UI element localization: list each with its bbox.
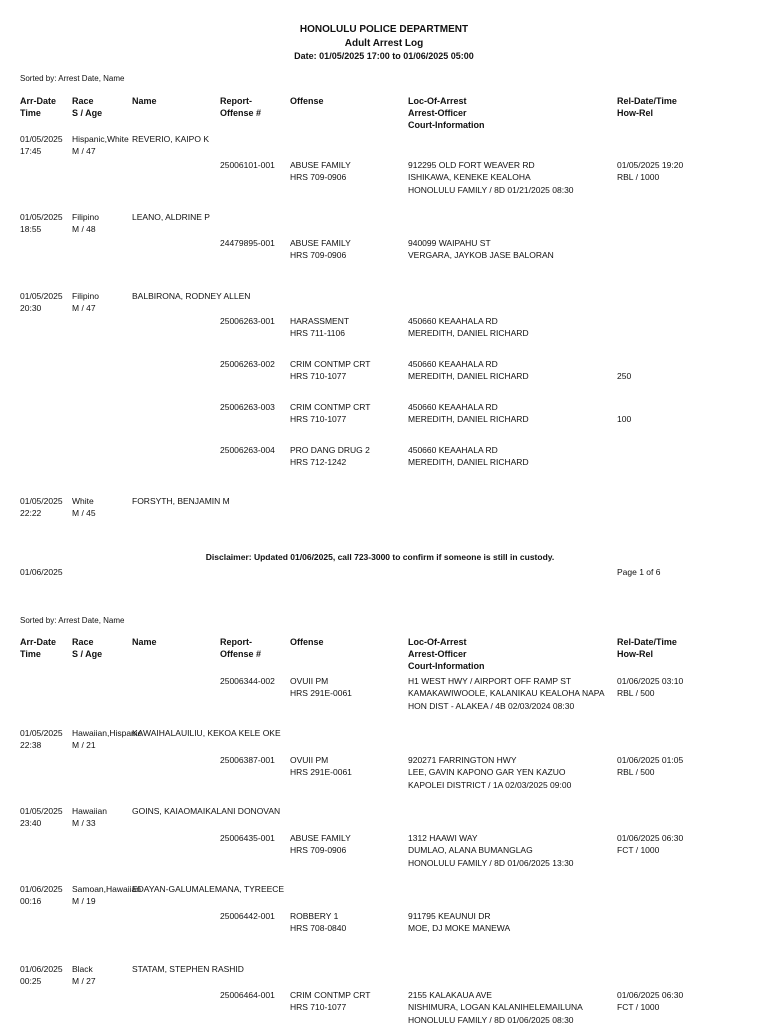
col-name: Name <box>132 637 157 647</box>
arrest-name: LEANO, ALDRINE P <box>132 212 210 222</box>
offense-location: 940099 WAIPAHU ST VERGARA, JAYKOB JASE BALORAN <box>408 238 554 261</box>
offense-location: H1 WEST HWY / AIRPORT OFF RAMP ST KAMAKAWIWOOLE, KALANIKAU KEALOHA NAPA HON DIST - ALAKEA / 4B 02/03/2024 08:30 <box>408 676 605 711</box>
offense-location: 912295 OLD FORT WEAVER RD ISHIKAWA, KENEKE KEALOHA HONOLULU FAMILY / 8D 01/21/2025 08:30 <box>408 160 574 195</box>
arrest-race-sex-age: Filipino M / 47 <box>72 291 99 314</box>
offense-report-number: 25006442-001 <box>220 911 275 921</box>
arrest-name: STATAM, STEPHEN RASHID <box>132 964 244 974</box>
arrest-date-time: 01/05/2025 17:45 <box>20 134 63 157</box>
col-loc: Loc-Of-Arrest Arrest-Officer Court-Information <box>408 96 485 130</box>
report-date-range: Date: 01/05/2025 17:00 to 01/06/2025 05:00 <box>294 51 474 61</box>
footer-date: 01/06/2025 <box>20 567 63 577</box>
report-title: HONOLULU POLICE DEPARTMENT <box>299 24 469 35</box>
sorted-by-label: Sorted by: Arrest Date, Name <box>20 74 125 83</box>
arrest-date-time: 01/05/2025 22:22 <box>20 496 63 519</box>
offense-details: CRIM CONTMP CRT HRS 710-1077 <box>290 402 371 425</box>
arrest-race-sex-age: Hispanic,White M / 47 <box>72 134 129 157</box>
sorted-by-label: Sorted by: Arrest Date, Name <box>20 616 125 625</box>
offense-location: 450660 KEAAHALA RD MEREDITH, DANIEL RICHARD <box>408 359 529 382</box>
offense-details: CRIM CONTMP CRT HRS 710-1077 <box>290 359 371 382</box>
col-name: Name <box>132 96 157 106</box>
offense-location: 2155 KALAKAUA AVE NISHIMURA, LOGAN KALANIHELEMAILUNA HONOLULU FAMILY / 8D 01/06/2025 08:30 <box>408 990 583 1025</box>
offense-details: ROBBERY 1 HRS 708-0840 <box>290 911 347 934</box>
disclaimer: Disclaimer: Updated 01/06/2025, call 723-3000 to confirm if someone is still in custody. <box>205 552 555 562</box>
offense-report-number: 25006464-001 <box>220 990 275 1000</box>
offense-location: 450660 KEAAHALA RD MEREDITH, DANIEL RICHARD <box>408 445 529 468</box>
offense-location: 911795 KEAUNUI DR MOE, DJ MOKE MANEWA <box>408 911 511 934</box>
arrest-date-time: 01/05/2025 22:38 <box>20 728 63 751</box>
report-subtitle: Adult Arrest Log <box>344 38 424 49</box>
offense-report-number: 25006263-003 <box>220 402 275 412</box>
offense-details: HARASSMENT HRS 711-1106 <box>290 316 350 339</box>
col-race: Race S / Age <box>72 637 103 659</box>
offense-location: 450660 KEAAHALA RD MEREDITH, DANIEL RICHARD <box>408 402 529 425</box>
arrest-race-sex-age: Hawaiian,Hispanic M / 21 <box>72 728 142 751</box>
offense-release: 01/06/2025 06:30 FCT / 1000 <box>617 990 684 1013</box>
col-arr-date: Arr-Date Time <box>20 637 57 659</box>
col-race: Race S / Age <box>72 96 103 118</box>
offense-report-number: 25006344-002 <box>220 676 275 686</box>
arrest-date-time: 01/06/2025 00:16 <box>20 884 63 907</box>
col-report: Report- Offense # <box>220 637 262 659</box>
col-loc: Loc-Of-Arrest Arrest-Officer Court-Information <box>408 637 485 671</box>
offense-details: ABUSE FAMILY HRS 709-0906 <box>290 238 351 261</box>
col-offense: Offense <box>290 637 324 647</box>
offense-details: ABUSE FAMILY HRS 709-0906 <box>290 833 351 856</box>
arrest-name: KAWAIHALAUILIU, KEKOA KELE OKE <box>132 728 281 738</box>
arrest-name: GOINS, KAIAOMAIKALANI DONOVAN <box>132 806 281 816</box>
arrest-race-sex-age: Hawaiian M / 33 <box>72 806 107 829</box>
arrest-date-time: 01/05/2025 23:40 <box>20 806 63 829</box>
offense-details: OVUII PM HRS 291E-0061 <box>290 676 352 699</box>
col-rel: Rel-Date/Time How-Rel <box>617 637 677 659</box>
arrest-race-sex-age: Black M / 27 <box>72 964 96 987</box>
offense-details: OVUII PM HRS 291E-0061 <box>290 755 352 778</box>
offense-details: CRIM CONTMP CRT HRS 710-1077 <box>290 990 371 1013</box>
arrest-name: REVERIO, KAIPO K <box>132 134 209 144</box>
col-rel: Rel-Date/Time How-Rel <box>617 96 677 118</box>
offense-report-number: 25006263-001 <box>220 316 275 326</box>
page-number: Page 1 of 6 <box>617 567 661 577</box>
arrest-date-time: 01/05/2025 18:55 <box>20 212 63 235</box>
offense-report-number: 25006101-001 <box>220 160 275 170</box>
offense-release: 01/06/2025 06:30 FCT / 1000 <box>617 833 684 856</box>
offense-release: 01/06/2025 01:05 RBL / 500 <box>617 755 684 778</box>
offense-release: 01/06/2025 03:10 RBL / 500 <box>617 676 684 699</box>
col-offense: Offense <box>290 96 324 106</box>
col-report: Report- Offense # <box>220 96 262 118</box>
offense-release-amount: 250 <box>617 371 632 381</box>
offense-details: PRO DANG DRUG 2 HRS 712-1242 <box>290 445 370 468</box>
offense-report-number: 25006435-001 <box>220 833 275 843</box>
offense-location: 920271 FARRINGTON HWY LEE, GAVIN KAPONO GAR YEN KAZUO KAPOLEI DISTRICT / 1A 02/03/2025 09:00 <box>408 755 572 790</box>
offense-report-number: 24479895-001 <box>220 238 275 248</box>
offense-location: 450660 KEAAHALA RD MEREDITH, DANIEL RICHARD <box>408 316 529 339</box>
arrest-name: EDAYAN-GALUMALEMANA, TYREECE <box>132 884 285 894</box>
arrest-name: BALBIRONA, RODNEY ALLEN <box>132 291 251 301</box>
arrest-race-sex-age: White M / 45 <box>72 496 96 519</box>
offense-release-amount: 100 <box>617 414 632 424</box>
arrest-date-time: 01/06/2025 00:25 <box>20 964 63 987</box>
offense-details: ABUSE FAMILY HRS 709-0906 <box>290 160 351 183</box>
arrest-date-time: 01/05/2025 20:30 <box>20 291 63 314</box>
arrest-name: FORSYTH, BENJAMIN M <box>132 496 230 506</box>
arrest-race-sex-age: Samoan,Hawaiian M / 19 <box>72 884 141 907</box>
offense-report-number: 25006263-002 <box>220 359 275 369</box>
offense-location: 1312 HAAWI WAY DUMLAO, ALANA BUMANGLAG HONOLULU FAMILY / 8D 01/06/2025 13:30 <box>408 833 574 868</box>
offense-report-number: 25006387-001 <box>220 755 275 765</box>
offense-report-number: 25006263-004 <box>220 445 275 455</box>
arrest-race-sex-age: Filipino M / 48 <box>72 212 99 235</box>
offense-release: 01/05/2025 19:20 RBL / 1000 <box>617 160 684 183</box>
col-arr-date: Arr-Date Time <box>20 96 57 118</box>
